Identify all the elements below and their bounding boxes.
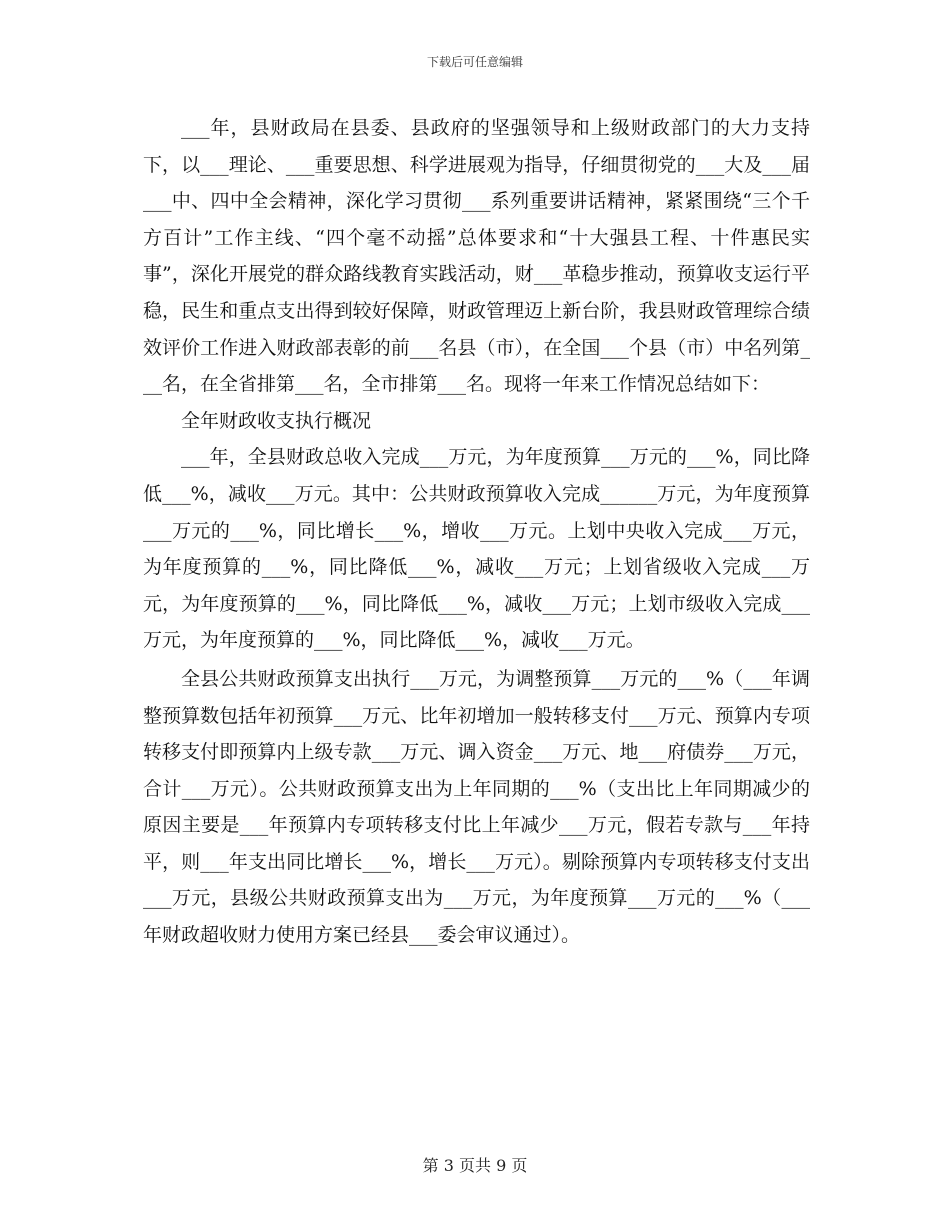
page-header-note: 下载后可任意编辑: [426, 55, 523, 69]
revenue-paragraph: ___年，全县财政总收入完成___万元，为年度预算___万元的___%，同比降低___%，减收___万元。其中：公共财政预算收入完成______万元，为年度预算___万元的___%，同比增长___%，增收___万元。上划中央收入完成___万元，为年度预算的___%，同比降低___%，减收___万元；上划省级收入完成___万元，为年度预算的___%，同比降低___%，减收___万元；上划市级收入完成___万元，为年度预算的___%，同比降低___%，减收___万元。: [143, 446, 810, 652]
page-number: 第 3 页共 9 页: [422, 1156, 528, 1175]
document-body: [143, 110, 810, 954]
intro-paragraph: ___年，县财政局在县委、县政府的坚强领导和上级财政部门的大力支持下，以___理论、___重要思想、科学进展观为指导，仔细贯彻党的___大及___届___中、四中全会精神，深化学习贯彻___系列重要讲话精神，紧紧围绕“三个千方百计”工作主线、“四个毫不动摇”总体要求和“十大强县工程、十件惠民实事”，深化开展党的群众路线教育实践活动，财___革稳步推动，预算收支运行平稳，民生和重点支出得到较好保障，财政管理迈上新台阶，我县财政管理综合绩效评价工作进入财政部表彰的前___名县（市），在全国___个县（市）中名列第___名，在全省排第___名，全市排第___名。现将一年来工作情况总结如下：: [143, 117, 810, 396]
section-heading: 全年财政收支执行概况: [181, 409, 372, 432]
expenditure-paragraph: 全县公共财政预算支出执行___万元，为调整预算___万元的___%（___年调整预算数包括年初预算___万元、比年初增加一般转移支付___万元、预算内专项转移支付即预算内上级专款___万元、调入资金___万元、地___府债券___万元，合计___万元）。公共财政预算支出为上年同期的___%（支出比上年同期减少的原因主要是___年预算内专项转移支付比上年减少___万元，假若专款与___年持平，则___年支出同比增长___%，增长___万元）。剔除预算内专项转移支付支出___万元，县级公共财政预算支出为___万元，为年度预算___万元的___%（___年财政超收财力使用方案已经县___委会审议通过）。: [143, 667, 810, 947]
